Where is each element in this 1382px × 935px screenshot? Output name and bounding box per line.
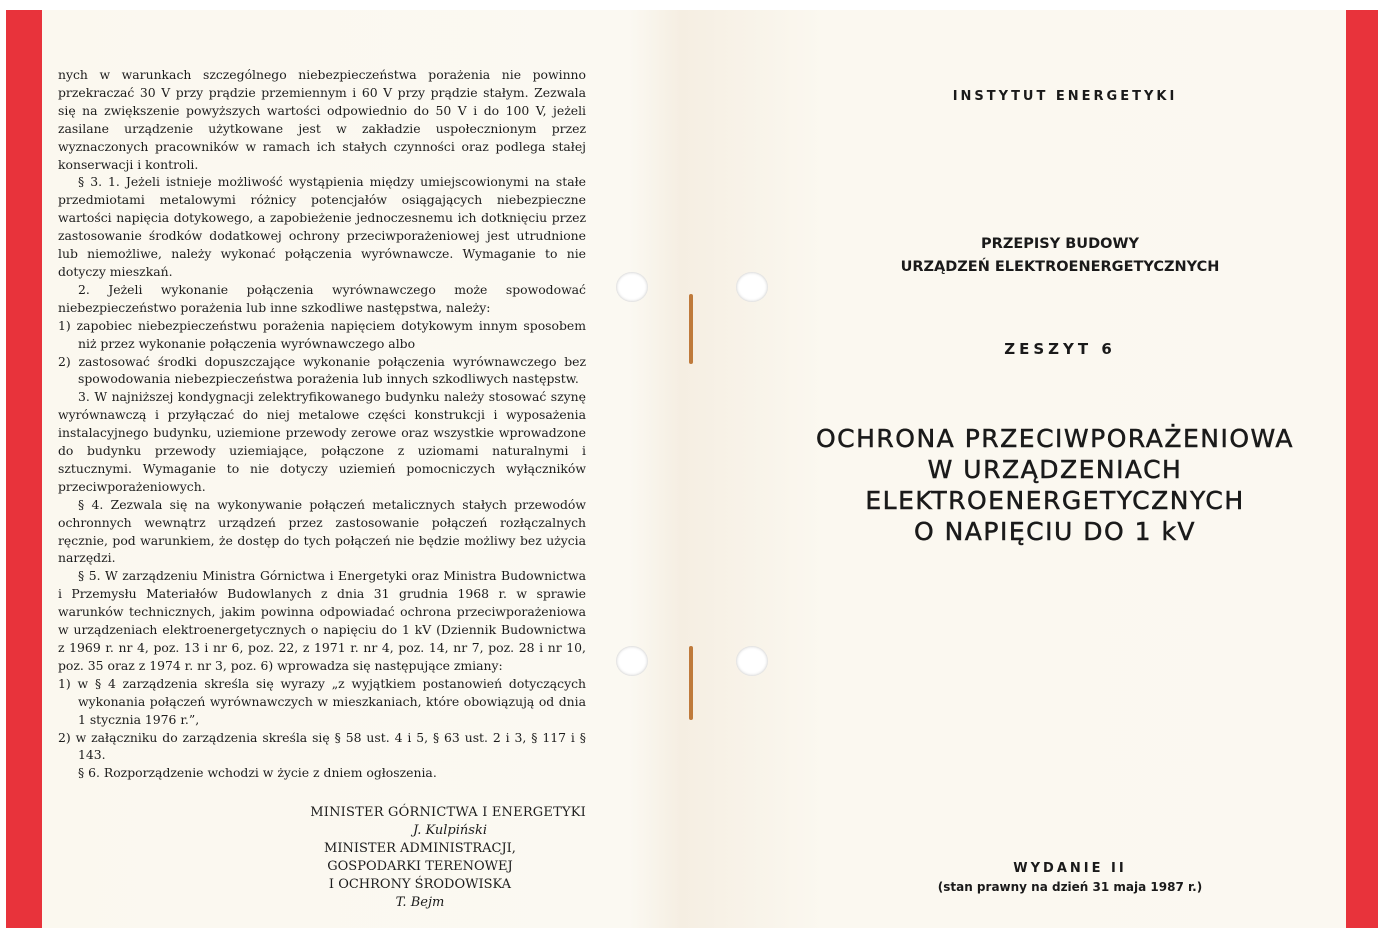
punch-hole [736, 646, 768, 676]
series-title-line: PRZEPISY BUDOWY [981, 236, 1139, 252]
main-title-line: ELEKTROENERGETYCZNYCH [865, 486, 1245, 515]
signatory-title: MINISTER GÓRNICTWA I ENERGETYKI [310, 805, 586, 820]
series-title [860, 233, 1260, 279]
publisher-name: INSTYTUT ENERGETYKI [952, 89, 1178, 104]
red-border-left [6, 10, 42, 928]
paragraph: nych w warunkach szczególnego niebezpieczeństwa porażenia nie powinno przekraczać 30 V przy prądzie przemiennym i 60 V przy prądzie stałym. Zezwala się na zwiększenie powyższych wartości odpowiednio do 50 V i do 100 V, jeżeli zasilane urządzenie użytkowane jest w zakładzie uspołecznionym przez wyznaczonych pracowników w ramach ich stałych czynności oraz podlega stałej konserwacji i kontroli. [58, 67, 586, 172]
staple-mark [689, 294, 693, 364]
signatory-title: GOSPODARKI TERENOWEJ [327, 859, 513, 874]
main-title [770, 423, 1340, 547]
paragraph: § 6. Rozporządzenie wchodzi w życie z dniem ogłoszenia. [78, 765, 437, 781]
edition-label: WYDANIE II [1013, 861, 1127, 876]
signatory-name: J. Kulpiński [413, 823, 487, 838]
main-title-line: O NAPIĘCIU DO 1 kV [913, 517, 1197, 546]
paragraph: § 5. W zarządzeniu Ministra Górnictwa i Energetyki oraz Ministra Budownictwa i Przemysłu Materiałów Budowlanych z dnia 31 grudnia 1968 r. w sprawie warunków technicznych, jakim powinna odpowiadać ochrona przeciwporażeniowa w urządzeniach elektroenergetycznych o napięciu do 1 kV (Dziennik Budownictwa z 1969 r. nr 4, poz. 13 i nr 6, poz. 22, z 1971 r. nr 4, poz. 14, nr 7, poz. 28 i nr 10, poz. 35 oraz z 1974 r. nr 3, poz. 6) wprowadza się następujące zmiany: [58, 568, 586, 673]
paragraph: 2. Jeżeli wykonanie połączenia wyrównawczego może spowodować niebezpieczeństwo porażenia lub inne szkodliwe następstwa, należy: [58, 281, 586, 315]
list-item: 1) w § 4 zarządzenia skreśla się wyrazy „z wyjątkiem postanowień dotyczących wykonania połączeń wyrównawczych w mieszkaniach, które obowiązują od dnia 1 stycznia 1976 r.”, [58, 675, 586, 727]
paragraph: § 4. Zezwala się na wykonywanie połączeń metalicznych stałych przewodów ochronnych wewnątrz urządzeń przez zastosowanie połączeń rozłączalnych ręcznie, pod warunkiem, że dostęp do tych połączeń nie będzie możliwy bez użycia narzędzi. [58, 496, 586, 566]
legal-status-note: (stan prawny na dzień 31 maja 1987 r.) [937, 880, 1203, 894]
signature-block [250, 804, 590, 912]
paragraph: § 3. 1. Jeżeli istnieje możliwość wystąpienia między umiejscowionymi na stałe przedmiotami metalowymi różnicy potencjałów osiągających niebezpieczne wartości napięcia dotykowego, a zapobieżenie jednoczesnemu ich dotknięciu przez zastosowanie środków dodatkowej ochrony przeciwporażeniowej jest utrudnione lub niemożliwe, należy wykonać połączenia wyrównawcze. Wymaganie to nie dotyczy mieszkań. [58, 174, 586, 279]
signatory-title: MINISTER ADMINISTRACJI, [324, 841, 516, 856]
list-item: 2) zastosować środki dopuszczające wykonanie połączenia wyrównawczego bez spowodowania niebezpieczeństwa porażenia lub innych szkodliwych następstw. [58, 353, 586, 387]
series-title-line: URZĄDZEŃ ELEKTROENERGETYCZNYCH [900, 259, 1220, 275]
signatory-title: I OCHRONY ŚRODOWISKA [328, 877, 512, 892]
list-item: 2) w załączniku do zarządzenia skreśla się § 58 ust. 4 i 5, § 63 ust. 2 i 3, § 117 i § 143. [58, 729, 586, 763]
main-title-line: OCHRONA PRZECIWPORAŻENIOWA [816, 424, 1294, 453]
staple-mark [689, 646, 693, 720]
signatory-name: T. Bejm [395, 895, 445, 910]
main-title-line: W URZĄDZENIACH [927, 455, 1183, 484]
red-border-right [1346, 10, 1378, 928]
list-item: 1) zapobiec niebezpieczeństwu porażenia napięciem dotykowym innym sposobem niż przez wykonanie połączenia wyrównawczego albo [58, 317, 586, 351]
punch-hole [616, 272, 648, 302]
paragraph: 3. W najniższej kondygnacji zelektryfikowanego budynku należy stosować szynę wyrównawczą i przyłączać do niej metalowe części konstrukcji i wyposażenia instalacyjnego budynku, uziemione przewody zerowe oraz wszystkie wprowadzone do budynku przewody uziemiające, połączone z uziomami naturalnymi i sztucznymi. Wymaganie to nie dotyczy uziemień pomocniczych wyłączników przeciwporażeniowych. [58, 389, 586, 494]
punch-hole [616, 646, 648, 676]
punch-hole [736, 272, 768, 302]
volume-label: ZESZYT 6 [1004, 340, 1116, 358]
left-page-text [58, 66, 586, 782]
